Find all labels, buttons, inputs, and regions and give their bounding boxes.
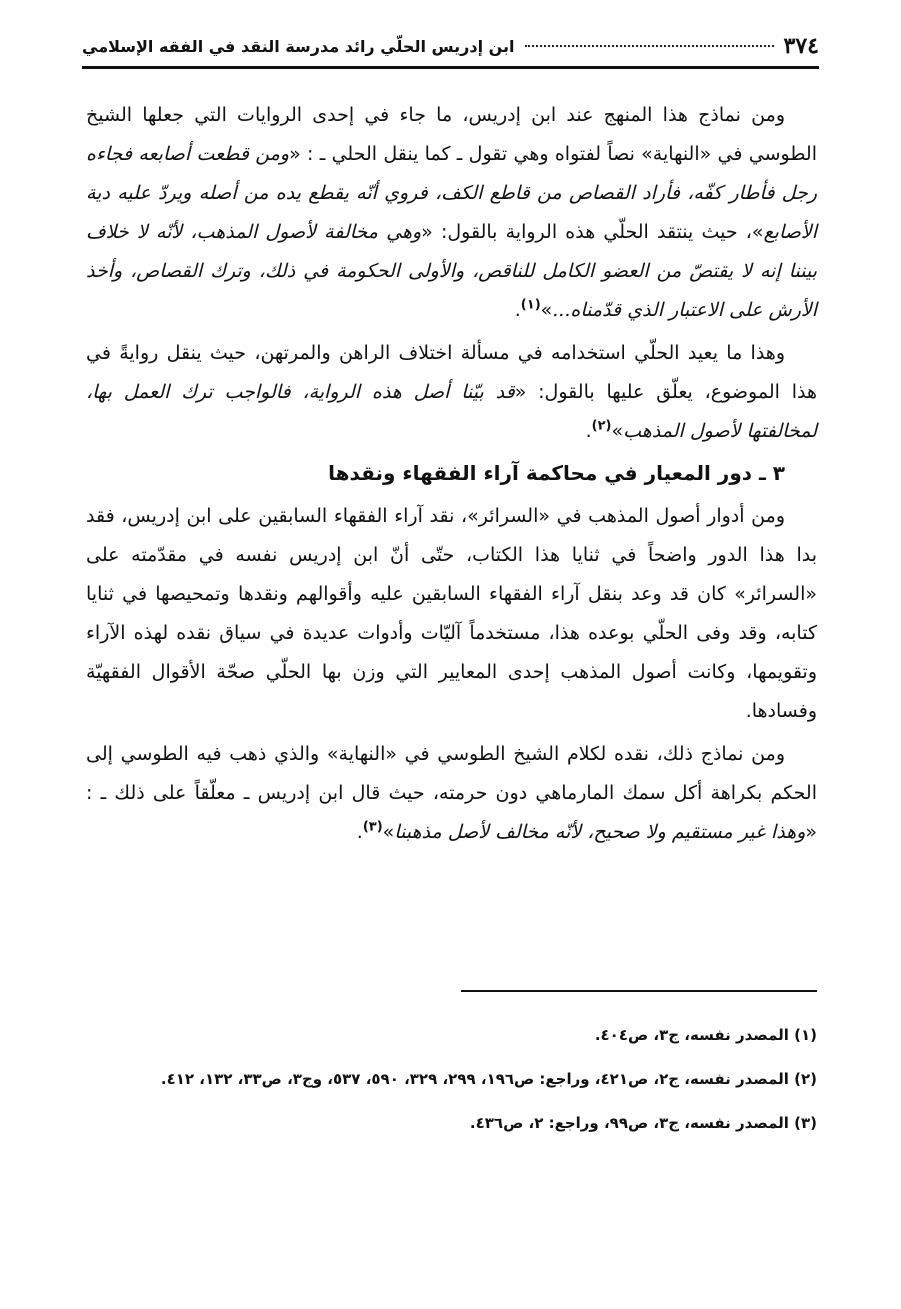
header-rule	[82, 66, 819, 69]
paragraph-4: ومن نماذج ذلك، نقده لكلام الشيخ الطوسي في «النهاية» والذي ذهب فيه الطوسي إلى الحكم بكراهة أكل سمك المارماهي دون حرمته، حيث قال ابن إدريس ـ معلّقاً على ذلك ـ : «وهذا غير مستقيم ولا صحيح، لأنّه مخالف لأصل مذهبنا»$^{(٣)}$.	[86, 743, 817, 843]
footnote-3: (٣) المصدر نفسه، ج٣، ص٩٩، وراجع: ٢، ص٤٣٦.	[469, 1114, 817, 1132]
footnote-marker-1[interactable]: (١)	[520, 297, 541, 313]
footnote-1: (١) المصدر نفسه، ج٣، ص٤٠٤.	[594, 1026, 817, 1044]
quoted-narration: ومن قطعت أصابعه فجاءه رجل فأطار كفّه، فأراد القصاص من قاطع الكف، فروي أنّه يقطع يده من أصله ويردّ عليه دية الأصابع	[86, 143, 817, 243]
footnote-marker-2[interactable]: (٢)	[591, 418, 612, 434]
footnote-separator	[461, 990, 817, 992]
paragraph-2: وهذا ما يعيد الحلّي استخدامه في مسألة اختلاف الراهن والمرتهن، حيث ينقل روايةً في هذا الموضوع، يعلّق عليها بالقول: «قد بيّنا أصل هذه الرواية، فالواجب ترك العمل بها، لمخالفتها لأصول المذهب»$^{(٢)}$.	[86, 342, 817, 442]
paragraph-3: ومن أدوار أصول المذهب في «السرائر»، نقد آراء الفقهاء السابقين على ابن إدريس، فقد بدا هذا الدور واضحاً في ثنايا هذا الكتاب، حتّى أنّ ابن إدريس نفسه في مقدّمته على «السرائر» كان قد وعد بنقل آراء الفقهاء السابقين عليه وأقوالهم ونقدها وتمحيصها في ثنايا كتابه، وقد وفى الحلّي بوعده هذا، مستخدماً آليّات وأدوات عديدة في سياق نقده لهذه الآراء وتقويمها، وكانت أصول المذهب إحدى المعايير التي وزن بها الحلّي صحّة الأقوال الفقهيّة وفسادها.	[86, 505, 817, 722]
page-number: ٣٧٤	[783, 33, 819, 59]
body-text	[86, 96, 817, 856]
quoted-ruling: وهذا غير مستقيم ولا صحيح، لأنّه مخالف لأصل مذهبنا	[394, 821, 806, 843]
footnote-2: (٢) المصدر نفسه، ج٢، ص٤٢١، وراجع: ص١٩٦، ٢٩٩، ٣٢٩، ٥٩٠، ٥٣٧، وج٣، ص٣٣، ١٣٢، ٤١٢.	[160, 1070, 817, 1088]
running-title: ابن إدريس الحلّي رائد مدرسة النقد في الفقه الإسلامي	[82, 36, 515, 56]
section-heading: ٣ ـ دور المعيار في محاكمة آراء الفقهاء ونقدها	[328, 461, 785, 485]
quoted-critique: وهي مخالفة لأصول المذهب، لأنّه لا خلاف بيننا إنه لا يقتصّ من العضو الكامل للناقص، والأولى الحكومة في ذلك، وترك القصاص، وأخذ الأرش على الاعتبار الذي قدّمناه...	[86, 221, 817, 321]
header-leader-dots	[525, 45, 774, 47]
running-header	[82, 26, 819, 66]
paragraph-1: ومن نماذج هذا المنهج عند ابن إدريس، ما جاء في إحدى الروايات التي جعلها الشيخ الطوسي في «النهاية» نصاً لفتواه وهي تقول ـ كما ينقل الحلي ـ : «ومن قطعت أصابعه فجاءه رجل فأطار كفّه، فأراد القصاص من قاطع الكف، فروي أنّه يقطع يده من أصله ويردّ عليه دية الأصابع»، حيث ينتقد الحلّي هذه الرواية بالقول: «وهي مخالفة لأصول المذهب، لأنّه لا خلاف بيننا إنه لا يقتصّ من العضو الكامل للناقص، والأولى الحكومة في ذلك، وترك القصاص، وأخذ الأرش على الاعتبار الذي قدّمناه...»$^{(١)}$.	[86, 104, 817, 321]
footnotes	[86, 1018, 817, 1150]
footnote-marker-3[interactable]: (٣)	[362, 819, 383, 835]
quoted-comment: قد بيّنا أصل هذه الرواية، فالواجب ترك العمل بها، لمخالفتها لأصول المذهب	[86, 381, 817, 442]
